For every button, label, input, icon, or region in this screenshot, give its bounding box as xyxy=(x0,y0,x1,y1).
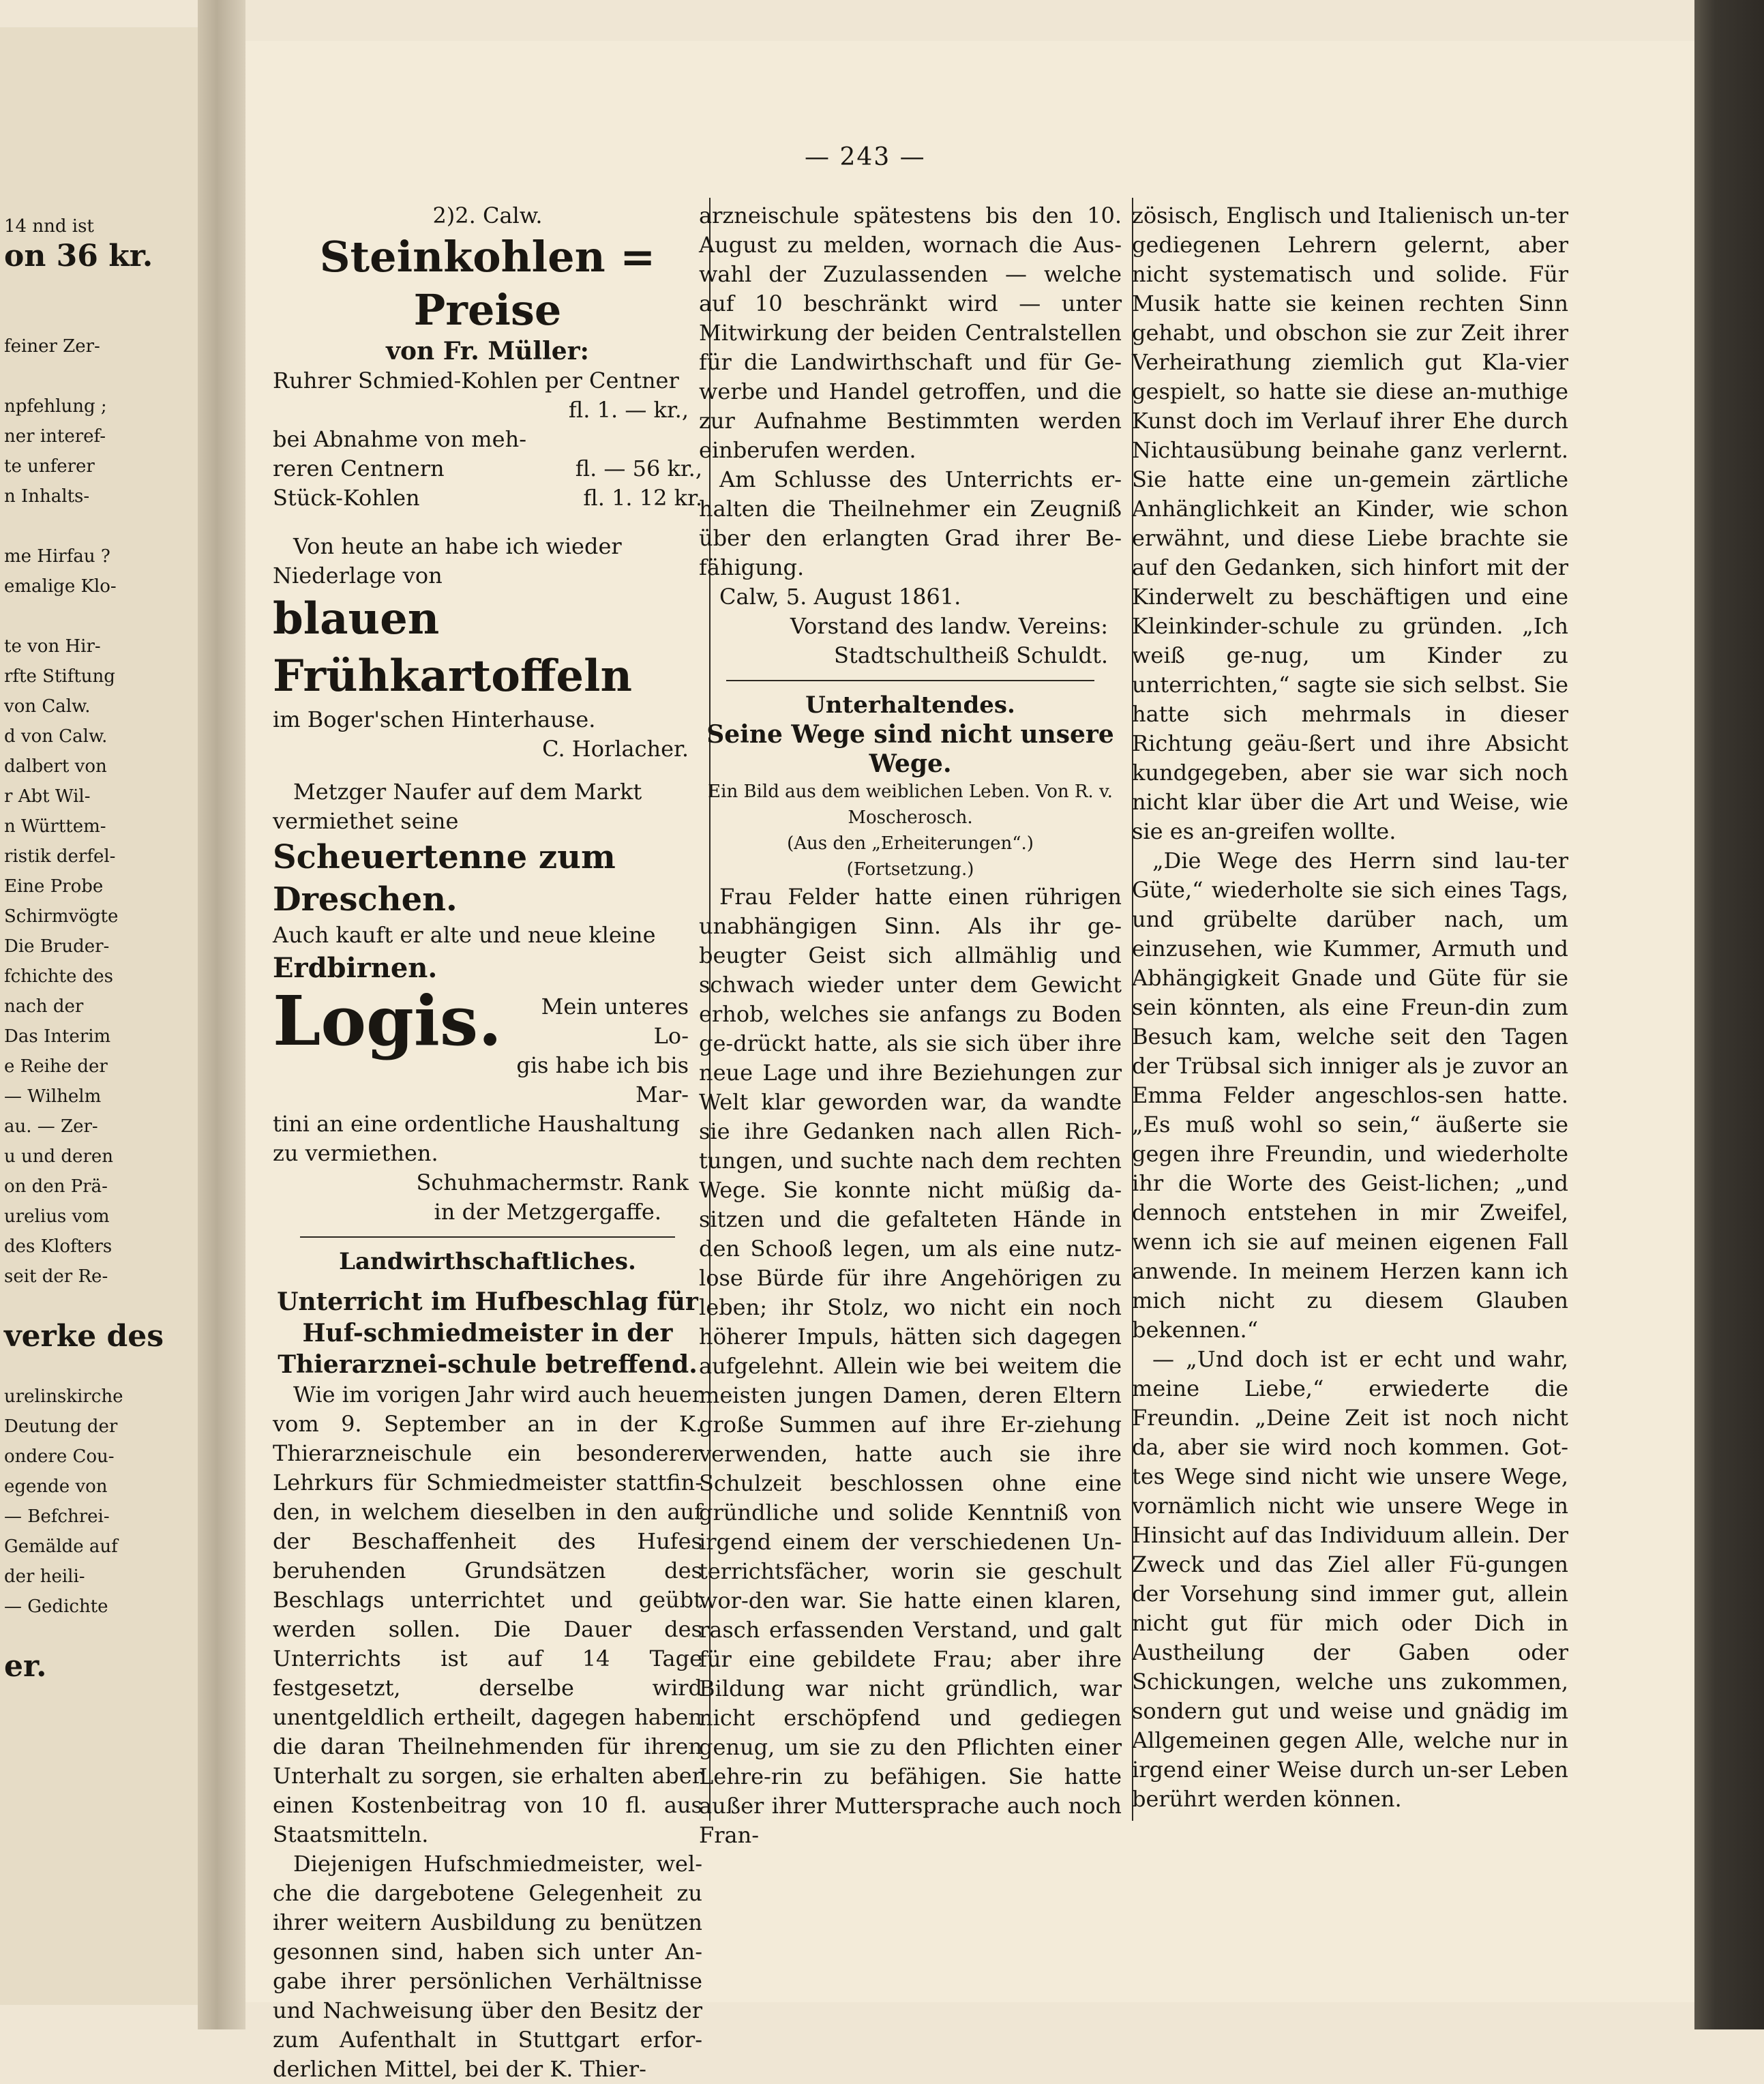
left-page-line xyxy=(0,1352,198,1382)
left-page-line: au. — Zer- xyxy=(4,1116,98,1137)
article-paragraph: Diejenigen Hufschmiedmeister, wel-che die dargebotene Gelegenheit zu ihrer weitern Ausbildung zu benützen gesonnen sind, haben sich unter An-gabe ihrer persönlichen Verhältnisse und Nachweisung über den Besitz der zum Aufenthalt in Stuttgart erfor-derlichen Mittel, bei der K. Thier- xyxy=(273,1851,702,2082)
left-page-line: Das Interim xyxy=(4,1026,111,1047)
left-page-line: rfte Stiftung xyxy=(4,666,115,687)
left-page-line: Deutung der xyxy=(4,1416,118,1437)
ad-headline: blauen Frühkartoffeln xyxy=(273,593,632,702)
left-page-line: fchichte des xyxy=(4,966,114,987)
story-paragraph: zösisch, Englisch und Italienisch un-ter gediegenen Lehrern gelernt, aber nicht systematisch und solide. Für Musik hatte sie keinen rechten Sinn gehabt, und obschon sie zur Zeit ihrer Verheirathung ziemlich gut Kla-vier gespielt, so hatte sie diese an-muthige Kunst doch im Verlauf ihrer Ehe durch Nichtausübung beinahe ganz verlernt. Sie hatte eine un-gemein zärtliche Anhänglichkeit an Kinder, wie schon erwähnt, und diese Liebe brachte sie auf den Gedanken, sich hinfort mit der Kinderwelt zu beschäftigen und eine Kleinkinder-schule zu gründen. „Ich weiß ge-nug, um Kinder zu unterrichten,“ sagte sie sich selbst. Sie hatte sich mehrmals in dieser Richtung geäu-ßert und ihre Absicht kundgegeben, aber sie war sich noch nicht klar über die Art und Weise, wie sie es an-greifen wollte. xyxy=(1132,203,1568,844)
book-gutter xyxy=(198,0,245,2029)
left-page-line: ondere Cou- xyxy=(4,1446,115,1467)
story-subtitle: Ein Bild aus dem weiblichen Leben. Von R. v. Moscherosch. xyxy=(708,782,1113,828)
story-continuation: (Fortsetzung.) xyxy=(846,859,974,880)
story-paragraph: — „Und doch ist er echt und wahr, meine Liebe,“ erwiederte die Freundin. „Deine Zeit ist noch nicht da, aber sie wird noch kommen. Got-tes Wege sind nicht wie unsere Wege, vornämlich nicht wie unsere Wege in Hinsicht auf das Individuum allein. Der Zweck und das Ziel aller Fü-gungen der Vorsehung sind immer gut, allein nicht gut für mich oder Dich in Austheilung der Gaben oder Schickungen, welche uns zukommen, sondern gut und weise und gnädig im Allgemeinen gegen Alle, welche nur in irgend einer Weise durch un-ser Leben berührt werden können. xyxy=(1132,1346,1568,1812)
left-page-stubs xyxy=(0,27,198,1682)
logis-ad xyxy=(273,981,702,1110)
left-page-line: urelinskirche xyxy=(4,1386,123,1407)
article-paragraph: Am Schlusse des Unterrichts er-halten die Theilnehmer ein Zeugniß über den erlangten Grad ihrer Be-fähigung. xyxy=(699,466,1122,580)
left-page-line: Gemälde auf xyxy=(4,1536,118,1557)
section-divider xyxy=(726,680,1094,681)
ad-author: von Fr. Müller: xyxy=(386,337,589,366)
article-title: Unterricht im Hufbeschlag für Huf-schmiedmeister in der Thierarznei-schule betreffend. xyxy=(277,1287,698,1379)
ad-line: Ruhrer Schmied-Kohlen per Centner xyxy=(273,368,679,393)
ad-price: fl. 1. — kr., xyxy=(568,397,689,423)
left-page-line: feiner Zer- xyxy=(4,336,100,357)
story-source: (Aus den „Erheiterungen“.) xyxy=(787,833,1034,854)
ad-line: Mein unteres Lo- xyxy=(541,994,689,1049)
left-page-fragment xyxy=(0,27,198,2005)
left-page-line: n Inhalts- xyxy=(4,486,90,507)
left-page-line: egende von xyxy=(4,1476,108,1497)
ad-price: fl. — 56 kr., xyxy=(575,456,702,481)
left-page-line: ristik derfel- xyxy=(4,846,116,867)
ad-price-row xyxy=(273,454,702,483)
ad-headline: Logis. xyxy=(273,981,503,1061)
left-page-line: — Gedichte xyxy=(4,1596,108,1617)
ad-line: Von heute an habe ich wieder xyxy=(293,533,622,559)
ad-line: im Boger'schen Hinterhause. xyxy=(273,706,596,732)
left-page-line: u und deren xyxy=(4,1146,113,1167)
left-page-line xyxy=(0,361,198,391)
left-page-line: seit der Re- xyxy=(4,1266,108,1287)
ad-headline: Scheuertenne zum Dreschen. xyxy=(273,838,616,919)
left-page-line: ner interef- xyxy=(4,426,106,447)
left-page-line: 14 nnd ist xyxy=(4,216,94,237)
article-signature: Vorstand des landw. Vereins: xyxy=(790,613,1108,639)
left-page-line: von Calw. xyxy=(4,696,91,717)
ad-line: zu vermiethen. xyxy=(273,1140,438,1166)
story-paragraph: Frau Felder hatte einen rührigen unabhängigen Sinn. Als ihr ge-beugter Geist sich allmählig und schwach wieder unter dem Gewicht erhob, welches sie anfangs zu Boden ge-drückt hatte, als sie sich über ihre neue Lage und ihre Beziehungen zur Welt klar geworden war, da wandte sie ihre Gedanken nach allen Rich-tungen, und suchte nach dem rechten Wege. Sie konnte nicht müßig da-sitzen und die gefalteten Hände in den Schooß legen, um als eine nutz-lose Bürde für ihre Angehörigen zu leben; ihr Stolz, wo nicht ein noch höherer Impuls, hätten sich dagegen aufgelehnt. Allein wie bei weitem die meisten jungen Damen, deren Eltern große Summen auf ihre Er-ziehung verwenden, hatte auch sie ihre Schulzeit beschlossen ohne eine gründliche und solide Kenntniß von irgend einem der verschiedenen Un-terrichtsfächer, worin sie geschult wor-den war. Sie hatte einen klaren, rasch erfassenden Verstand, und galt für eine gebildete Frau; aber ihre Bildung war nicht gründlich, war nicht erschöpfend und gediegen genug, um sie zu den Pflichten einer Lehre-rin zu befähigen. Sie hatte außer ihrer Muttersprache auch noch Fran- xyxy=(699,884,1122,1848)
section-heading: Landwirthschaftliches. xyxy=(339,1248,636,1275)
left-page-line: te von Hir- xyxy=(4,636,101,657)
left-page-line: nach der xyxy=(4,996,84,1017)
section-heading: Unterhaltendes. xyxy=(805,691,1015,719)
left-page-line xyxy=(0,601,198,631)
left-page-line: Schirmvögte xyxy=(4,906,119,927)
ad-line: Stück-Kohlen xyxy=(273,485,420,511)
logis-text xyxy=(510,987,702,1110)
ad-line: Metzger Naufer auf dem Markt xyxy=(293,779,642,805)
column-2 xyxy=(699,201,1122,1850)
ad-title: Steinkohlen = Preise xyxy=(319,232,656,335)
article-signature: Stadtschultheiß Schuldt. xyxy=(834,642,1108,668)
column-1 xyxy=(273,201,702,2084)
left-page-line xyxy=(0,1622,198,1652)
page-number: — 243 — xyxy=(805,143,926,171)
ad-line: gis habe ich bis Mar- xyxy=(516,1052,689,1107)
ad-line: Auch kauft er alte und neue kleine xyxy=(273,922,656,948)
left-page-line xyxy=(0,1292,198,1322)
left-page-line: r Abt Wil- xyxy=(4,786,91,807)
left-page-line: te unferer xyxy=(4,456,95,477)
ad-line: vermiethet seine xyxy=(273,808,459,834)
section-divider xyxy=(300,1236,675,1238)
ad-signature: Schuhmachermstr. Rank xyxy=(416,1170,689,1195)
left-page-line: me Hirfau ? xyxy=(4,546,110,567)
article-paragraph: Wie im vorigen Jahr wird auch heuer vom 9. September an in der K. Thierarzneischule ein besonderer Lehrkurs für Schmiedmeister stattfin-den, in welchem dieselben in den auf der Beschaffenheit des Hufes beruhenden Grundsätzen des Beschlags unterrichtet und geübt werden sollen. Die Dauer des Unterrichts ist auf 14 Tage festgesetzt, derselbe wird unentgeldlich ertheilt, dagegen haben die daran Theilnehmenden für ihren Unterhalt zu sorgen, sie erhalten aber einen Kostenbeitrag von 10 fl. aus Staatsmitteln. xyxy=(273,1382,702,1847)
story-paragraph: „Die Wege des Herrn sind lau-ter Güte,“ wiederholte sie sich eines Tags, und grübelte darüber nach, um einzusehen, wie Kummer, Armuth und Abhängigkeit Gnade und Güte für sie sein könnten, als eine Freun-din zum Besuch kam, welche seit den Tagen der Trübsal sich inniger als je zuvor an Emma Felder angeschlos-sen hatte. „Es muß wohl so sein,“ äußerte sie gegen ihre Freundin, und wiederholte ihr die Worte des Geist-lichen; „und dennoch entstehen in mir Zweifel, wenn ich sie auf meinen eigenen Fall anwende. In meinem Herzen kann ich mich nicht zu diesem Glauben bekennen.“ xyxy=(1132,848,1568,1343)
left-page-line: der heili- xyxy=(4,1566,85,1587)
left-page-line xyxy=(0,301,198,331)
left-page-line: n Württem- xyxy=(4,816,106,837)
column-3 xyxy=(1132,201,1568,1814)
left-page-line: — Wilhelm xyxy=(4,1086,102,1107)
left-page-line: d von Calw. xyxy=(4,726,108,747)
ad-price-row xyxy=(273,483,702,513)
article-date: Calw, 5. August 1861. xyxy=(719,584,961,610)
ad-signature: in der Metzgergaffe. xyxy=(434,1199,661,1225)
left-page-line: — Befchrei- xyxy=(4,1506,110,1527)
ad-line: bei Abnahme von meh- xyxy=(273,426,526,452)
article-paragraph: arzneischule spätestens bis den 10. August zu melden, wornach die Aus-wahl der Zuzulassenden — welche auf 10 beschränkt wird — unter Mitwirkung der beiden Centralstellen für die Landwirthschaft und für Ge-werbe und Handel getroffen, und die zur Aufnahme Bestimmten werden einberufen werden. xyxy=(699,203,1122,463)
left-page-line xyxy=(0,511,198,541)
left-page-line: er. xyxy=(4,1649,47,1684)
left-page-line: des Klofters xyxy=(4,1236,113,1257)
ad-line: tini an eine ordentliche Haushaltung xyxy=(273,1111,680,1137)
left-page-line: e Reihe der xyxy=(4,1056,108,1077)
left-page-line: Eine Probe xyxy=(4,876,104,897)
ad-line: reren Centnern xyxy=(273,456,445,481)
ad-signature: C. Horlacher. xyxy=(542,736,689,762)
left-page-line: npfehlung ; xyxy=(4,396,107,417)
left-page-line: on den Prä- xyxy=(4,1176,108,1197)
ad-number: 2)2. Calw. xyxy=(432,203,543,228)
ad-line: Niederlage von xyxy=(273,563,443,589)
left-page-line: emalige Klo- xyxy=(4,576,117,597)
left-page-line: dalbert von xyxy=(4,756,107,777)
left-page-line xyxy=(0,271,198,301)
book-spine xyxy=(1694,0,1764,2029)
left-page-line: urelius vom xyxy=(4,1206,110,1227)
left-page-line: verke des xyxy=(4,1319,164,1354)
ad-price: fl. 1. 12 kr. xyxy=(583,485,702,511)
ad-headline: Erdbirnen. xyxy=(273,952,438,984)
left-page-line: Die Bruder- xyxy=(4,936,110,957)
story-title: Seine Wege sind nicht unsere Wege. xyxy=(706,720,1114,778)
left-page-line: on 36 kr. xyxy=(4,239,153,273)
